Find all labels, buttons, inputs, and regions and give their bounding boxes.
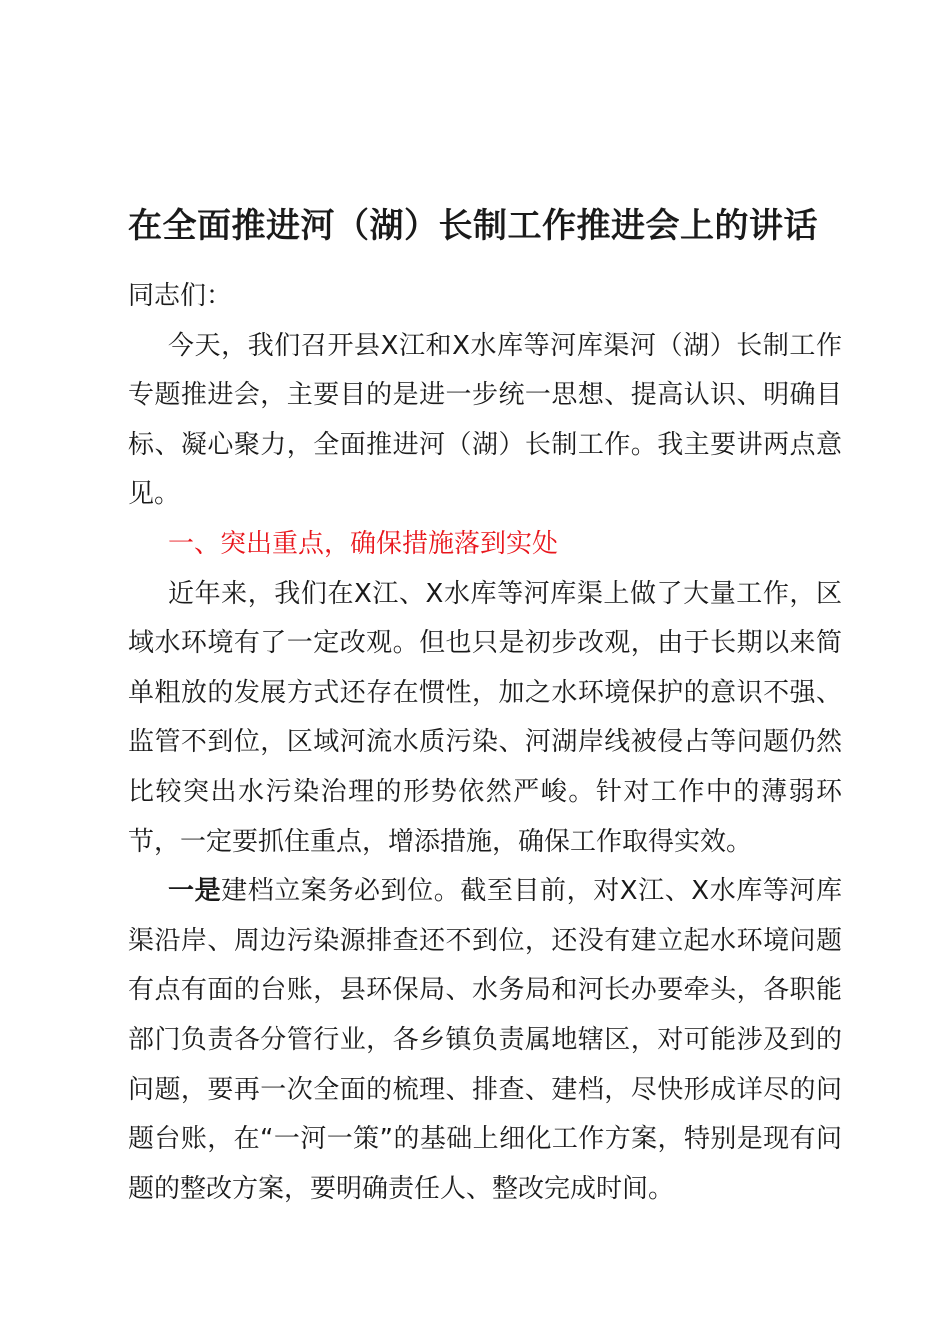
document-body (128, 272, 842, 1214)
paragraph-intro: 今天，我们召开县X江和X水库等河库渠河（湖）长制工作专题推进会，主要目的是进一步统一思想、提高认识、明确目标、凝心聚力，全面推进河（湖）长制工作。我主要讲两点意见。 (128, 330, 842, 510)
section-heading-1: 一、突出重点，确保措施落到实处 (168, 528, 559, 559)
paragraph-point-1 (128, 867, 842, 1214)
paragraph-background: 近年来，我们在X江、X水库等河库渠上做了大量工作，区域水环境有了一定改观。但也只是初步改观，由于长期以来简单粗放的发展方式还存在惯性，加之水环境保护的意识不强、监管不到位，区域河流水质污染、河湖岸线被侵占等问题仍然比较突出水污染治理的形势依然严峻。针对工作中的薄弱环节，一定要抓住重点，增添措施，确保工作取得实效。 (128, 578, 842, 857)
greeting: 同志们： (128, 281, 233, 311)
point-1-lead: 一是 (168, 876, 222, 907)
document-title: 在全面推进河（湖）长制工作推进会上的讲话 (128, 206, 818, 246)
point-1-text: 建档立案务必到位。截至目前，对X江、X水库等河库渠沿岸、周边污染源排查还不到位，还没有建立起水环境问题有点有面的台账，县环保局、水务局和河长办要牵头，各职能部门负责各分管行业，各乡镇负责属地辖区，对可能涉及到的问题，要再一次全面的梳理、排查、建档，尽快形成详尽的问题台账，在“一河一策”的基础上细化工作方案，特别是现有问题的整改方案，要明确责任人、整改完成时间。 (128, 876, 842, 1204)
